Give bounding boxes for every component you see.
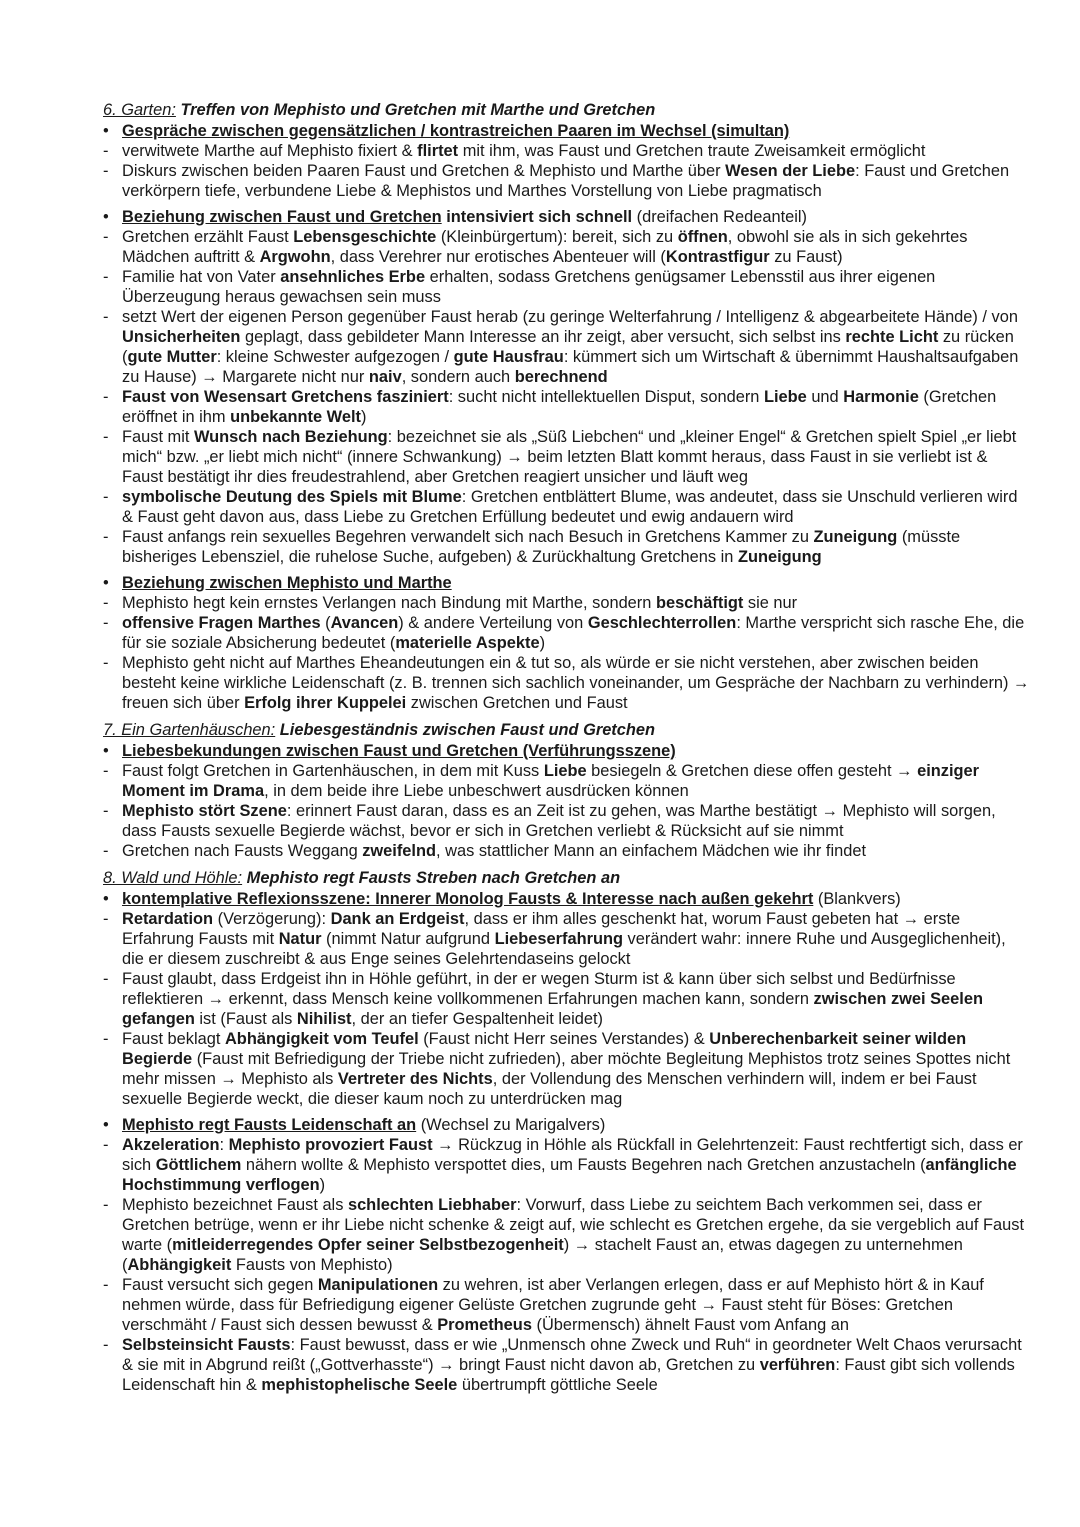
- topic-heading-text: [122, 122, 789, 140]
- dash-bullet-icon: -: [103, 488, 109, 506]
- topic-group: [103, 889, 1030, 1109]
- bold-text: Geschlechterrollen: [587, 614, 737, 632]
- topic-group: [103, 573, 1030, 713]
- dash-bullet-icon: -: [103, 1136, 109, 1154]
- list-item-text: [122, 308, 1018, 386]
- topic-heading-text: [122, 208, 807, 226]
- bold-text: Dank an Erdgeist: [330, 910, 465, 928]
- text-run: übertrumpft göttliche Seele: [457, 1376, 658, 1394]
- section-heading: Liebesgeständnis zwischen Faust und Gretchen: [279, 721, 656, 739]
- list-item: [103, 141, 1030, 161]
- text-run: Faust anfangs rein sexuelles Begehren verwandelt sich nach Besuch in Gretchens Kammer zu: [122, 528, 814, 546]
- text-run: (Faust nicht Herr seines Verstandes) &: [418, 1030, 710, 1048]
- text-run: ist (Faust als: [194, 1010, 297, 1028]
- text-run: , sondern auch: [401, 368, 515, 386]
- text-run: , in dem beide ihre Liebe unbeschwert ausdrücken können: [264, 782, 689, 800]
- list-item: [103, 613, 1030, 653]
- bold-text: symbolische Deutung des Spiels mit Blume: [122, 488, 462, 506]
- text-run: Faust folgt Gretchen in Gartenhäuschen, in dem mit Kuss: [122, 762, 544, 780]
- bullet-dot-icon: •: [103, 122, 109, 140]
- topic-heading: [103, 889, 1030, 909]
- topic-heading: [103, 1115, 1030, 1135]
- bullet-dot-icon: •: [103, 1116, 109, 1134]
- text-run: Diskurs zwischen beiden Paaren Faust und Gretchen & Mephisto und Marthe über: [122, 162, 726, 180]
- text-run: und: [806, 388, 844, 406]
- bold-text: offensive Fragen Marthes: [122, 614, 321, 632]
- text-run: mit ihm, was Faust und Gretchen traute Zweisamkeit ermöglicht: [458, 142, 926, 160]
- bold-text: Harmonie: [843, 388, 919, 406]
- text-run: (Wechsel zu Marigalvers): [416, 1116, 606, 1134]
- list-item: [103, 527, 1030, 567]
- text-run: zu wehren, ist aber Verlangen erlegen, dass er auf Mephisto hört & in Kauf nehmen würde, dass für Befriedigung eigener Gelüste Gretchen zugrunde geht → Faust steht für Böses: Gretchen verschmäht / Faust sich dessen bewusst &: [122, 1276, 984, 1334]
- list-item-text: [122, 594, 797, 612]
- text-run: ): [539, 634, 546, 652]
- bold-text: Retardation: [122, 910, 214, 928]
- text-run: , dass Verehrer nur erotisches Abenteuer will (: [330, 248, 666, 266]
- bold-text: mephistophelische Seele: [261, 1376, 458, 1394]
- text-run: (Blankvers): [813, 890, 901, 908]
- dash-bullet-icon: -: [103, 802, 109, 820]
- list-item: [103, 307, 1030, 387]
- topic-heading-text: [122, 574, 452, 592]
- dash-bullet-icon: -: [103, 268, 109, 286]
- text-run: Mephisto bezeichnet Faust als: [122, 1196, 348, 1214]
- bold-text: Liebeserfahrung: [494, 930, 623, 948]
- text-run: nähern wollte & Mephisto verspottet dies, um Fausts Begehren nach Gretchen anzustacheln (: [241, 1156, 926, 1174]
- dash-bullet-icon: -: [103, 162, 109, 180]
- list-item: [103, 593, 1030, 613]
- text-run: Familie hat von Vater: [122, 268, 281, 286]
- bold-text: Erfolg ihrer Kuppelei: [244, 694, 407, 712]
- text-run: Faust glaubt, dass Erdgeist ihn in Höhle geführt, in der er wegen Sturm ist & kann über sich selbst und Bedürfnisse reflektieren → erkennt, dass Mensch keine vollkommenen Erfahrungen machen kann, sondern: [122, 970, 956, 1008]
- bold-text: Lebensgeschichte: [293, 228, 437, 246]
- topic-heading: [103, 573, 1030, 593]
- dash-bullet-icon: -: [103, 1336, 109, 1354]
- dash-bullet-icon: -: [103, 428, 109, 446]
- text-run: :: [219, 1136, 229, 1154]
- section-scene-name: 8. Wald und Höhle:: [103, 869, 243, 887]
- bold-text: flirtet: [417, 142, 459, 160]
- bold-text: Natur: [278, 930, 322, 948]
- text-run: : Faust und Gretchen verkörpern tiefe, verbundene Liebe & Mephistos und Marthes Vorstellung von Liebe pragmatisch: [122, 162, 1010, 200]
- text-run: verändert wahr: innere Ruhe und Ausgeglichenheit), die er diesem zuschreibt & aus Enge seines Gelehrtendaseins gelockt: [122, 930, 1006, 968]
- dash-bullet-icon: -: [103, 762, 109, 780]
- list-item: [103, 653, 1030, 713]
- list-item-text: [122, 802, 996, 840]
- bold-text: Avancen: [330, 614, 399, 632]
- text-run: setzt Wert der eigenen Person gegenüber Faust herab (zu geringe Welterfahrung / Intelligenz & abgearbeitete Hände) / von: [122, 308, 1018, 326]
- section: [103, 868, 1030, 1395]
- bold-text: gute Hausfrau: [453, 348, 564, 366]
- text-run: : bezeichnet sie als „Süß Liebchen“ und „kleiner Engel“ & Gretchen spielt Spiel „er liebt mich“ bzw. „er liebt mich nicht“ (innere Schwankung) → beim letzten Blatt kommt heraus, dass Faust in sie verliebt ist & Faust bestätigt ihr dies freudestrahlend, aber Gretchen reagiert unsicher und läuft weg: [122, 428, 1017, 486]
- bold-text: Zuneigung: [737, 548, 822, 566]
- dash-bullet-icon: -: [103, 594, 109, 612]
- bold-text: verführen: [759, 1356, 836, 1374]
- list-item-text: [122, 268, 935, 306]
- topic-heading: [103, 121, 1030, 141]
- text-run: , obwohl sie als in sich gekehrtes Mädchen auftritt &: [122, 228, 968, 266]
- topic-heading: [103, 741, 1030, 761]
- bold-text: Unberechenbarkeit seiner wilden Begierde: [122, 1030, 967, 1068]
- bold-text: berechnend: [514, 368, 608, 386]
- text-run: : sucht nicht intellektuellen Disput, sondern: [448, 388, 764, 406]
- bold-text: Selbsteinsicht Fausts: [122, 1336, 291, 1354]
- list-item: [103, 267, 1030, 307]
- topic-heading-text: [122, 742, 676, 760]
- bold-text: Abhängigkeit vom Teufel: [224, 1030, 419, 1048]
- text-run: : erinnert Faust daran, dass es an Zeit ist zu gehen, was Marthe bestätigt → Mephisto will sorgen, dass Fausts sexuelle Begierde wächst, bevor er sich in Gretchen verliebt & Rücksicht auf sie nimmt: [122, 802, 996, 840]
- list-item-text: [122, 910, 1006, 968]
- bold-text: Vertreter des Nichts: [337, 1070, 493, 1088]
- bold-text: beschäftigt: [655, 594, 744, 612]
- underlined-heading-text: Beziehung zwischen Faust und Gretchen: [122, 208, 442, 226]
- bold-text: materielle Aspekte: [395, 634, 540, 652]
- bold-text: schlechten Liebhaber: [347, 1196, 517, 1214]
- text-run: verwitwete Marthe auf Mephisto fixiert &: [122, 142, 418, 160]
- bold-text: Göttlichem: [155, 1156, 242, 1174]
- dash-bullet-icon: -: [103, 1030, 109, 1048]
- list-item: [103, 227, 1030, 267]
- text-run: ) → stachelt Faust an, etwas dagegen zu unternehmen (: [122, 1236, 963, 1274]
- bold-text: zweifelnd: [362, 842, 437, 860]
- underlined-heading-text: Liebesbekundungen zwischen Faust und Gretchen (Verführungsszene): [122, 742, 676, 760]
- notes-content: [103, 100, 1030, 1395]
- text-run: , der an tiefer Gespaltenheit leidet): [351, 1010, 603, 1028]
- list-item-text: [122, 1336, 1022, 1394]
- topic-group: [103, 121, 1030, 201]
- text-run: : Marthe verspricht sich rasche Ehe, die für sie soziale Absicherung bedeutet (: [122, 614, 1025, 652]
- bold-text: Faust von Wesensart Gretchens fasziniert: [122, 388, 449, 406]
- list-item: [103, 969, 1030, 1029]
- text-run: : Faust gibt sich vollends Leidenschaft hin &: [122, 1356, 1015, 1394]
- topic-heading: [103, 207, 1030, 227]
- section-title: [103, 868, 1030, 889]
- topic-heading-text: [122, 1116, 605, 1134]
- list-item-text: [122, 762, 979, 800]
- bold-text: Kontrastfigur: [665, 248, 770, 266]
- text-run: Gretchen erzählt Faust: [122, 228, 294, 246]
- list-item: [103, 1029, 1030, 1109]
- dash-bullet-icon: -: [103, 228, 109, 246]
- list-item-text: [122, 1196, 1024, 1274]
- text-run: (nimmt Natur aufgrund: [321, 930, 495, 948]
- list-item: [103, 909, 1030, 969]
- list-item: [103, 487, 1030, 527]
- section-title: [103, 720, 1030, 741]
- text-run: : kümmert sich um Wirtschaft & übernimmt Haushaltsaufgaben zu Hause) → Margarete nicht nur: [122, 348, 1019, 386]
- text-run: → Rückzug in Höhle als Rückfall in Gelehrtenzeit: Faust rechtfertigt sich, dass er sich: [122, 1136, 1023, 1174]
- text-run: : Vorwurf, dass Liebe zu seichtem Bach verkommen sei, dass er Gretchen betrüge, wenn er ihr Liebe nicht schenke & zeigt auf, wie schlecht es Gretchen ergehe, da sie vergeblich auf Faust warte (: [122, 1196, 1024, 1254]
- section: [103, 100, 1030, 713]
- list-item-text: [122, 1030, 1010, 1108]
- text-run: , was stattlicher Mann an einfachem Mädchen wie ihr findet: [436, 842, 867, 860]
- dash-bullet-icon: -: [103, 654, 109, 672]
- list-item-text: [122, 842, 866, 860]
- list-item-text: [122, 970, 983, 1028]
- bold-text: Liebe: [763, 388, 807, 406]
- bold-text: Wesen der Liebe: [725, 162, 856, 180]
- bold-text: Zuneigung: [813, 528, 898, 546]
- list-item: [103, 427, 1030, 487]
- dash-bullet-icon: -: [103, 308, 109, 326]
- topic-heading-text: [122, 890, 901, 908]
- dash-bullet-icon: -: [103, 1276, 109, 1294]
- bold-text: naiv: [368, 368, 402, 386]
- bold-text: Prometheus: [437, 1316, 532, 1334]
- text-run: (müsste bisheriges Lebensziel, die ruhelose Suche, aufgeben) & Zurückhaltung Gretchens in: [122, 528, 961, 566]
- list-item-text: [122, 162, 1009, 200]
- text-run: geplagt, dass gebildeter Mann Interesse an ihr zeigt, aber versucht, sich selbst ins: [240, 328, 846, 346]
- bold-text: unbekannte Welt: [230, 408, 361, 426]
- text-run: Gretchen nach Fausts Weggang: [122, 842, 363, 860]
- dash-bullet-icon: -: [103, 614, 109, 632]
- text-run: : Gretchen entblättert Blume, was andeutet, dass sie Unschuld verlieren wird & Faust geht davon aus, dass Liebe zu Gretchen Erfüllung bedeutet und ewig andauern wird: [122, 488, 1018, 526]
- list-item-text: [122, 228, 967, 266]
- text-run: Fausts von Mephisto): [231, 1256, 393, 1274]
- bold-text: mitleiderregendes Opfer seiner Selbstbezogenheit: [172, 1236, 564, 1254]
- text-run: (Übermensch) ähnelt Faust vom Anfang an: [531, 1316, 849, 1334]
- underlined-heading-text: Gespräche zwischen gegensätzlichen / kontrastreichen Paaren im Wechsel (simultan): [122, 122, 790, 140]
- bold-text: zwischen zwei Seelen gefangen: [122, 990, 983, 1028]
- list-item-text: [122, 1276, 984, 1334]
- bold-text: Liebe: [543, 762, 587, 780]
- list-item-text: [122, 488, 1017, 526]
- topic-group: [103, 207, 1030, 567]
- dash-bullet-icon: -: [103, 388, 109, 406]
- list-item-text: [122, 614, 1024, 652]
- text-run: Mephisto hegt kein ernstes Verlangen nach Bindung mit Marthe, sondern: [122, 594, 656, 612]
- section-heading: Mephisto regt Fausts Streben nach Gretchen an: [246, 869, 621, 887]
- text-run: (Kleinbürgertum): bereit, sich zu: [436, 228, 678, 246]
- dash-bullet-icon: -: [103, 970, 109, 988]
- text-run: ): [360, 408, 367, 426]
- text-run: zwischen Gretchen und Faust: [406, 694, 628, 712]
- bold-text: Abhängigkeit: [127, 1256, 232, 1274]
- list-item: [103, 841, 1030, 861]
- bold-text: Unsicherheiten: [122, 328, 241, 346]
- bold-text: Nihilist: [296, 1010, 352, 1028]
- text-run: (Verzögerung):: [213, 910, 331, 928]
- section-title: [103, 100, 1030, 121]
- list-item: [103, 1135, 1030, 1195]
- text-run: Faust beklagt: [122, 1030, 225, 1048]
- topic-group: [103, 741, 1030, 861]
- text-run: Faust mit: [122, 428, 194, 446]
- text-run: Mephisto geht nicht auf Marthes Eheandeutungen ein & tut so, als würde er sie nicht verstehen, aber zwischen beiden besteht keine wirkliche Leidenschaft (z. B. trennen sich sachlich voneinander, um Gespräche der Nachbarn zu verhindern) → freuen sich über: [122, 654, 1030, 712]
- list-item: [103, 161, 1030, 201]
- text-run: (Gretchen eröffnet in ihm: [122, 388, 997, 426]
- text-run: ): [319, 1176, 326, 1194]
- bold-text: intensiviert sich schnell: [441, 208, 633, 226]
- bold-text: anfängliche Hochstimmung verflogen: [122, 1156, 1017, 1194]
- list-item: [103, 801, 1030, 841]
- dash-bullet-icon: -: [103, 910, 109, 928]
- section-scene-name: 6. Garten:: [103, 101, 176, 119]
- dash-bullet-icon: -: [103, 528, 109, 546]
- text-run: (Faust mit Befriedigung der Triebe nicht zufrieden), aber möchte Begleitung Mephistos trotz seines Spottes nicht mehr missen → Mephisto als: [122, 1050, 1011, 1088]
- list-item-text: [122, 654, 1029, 712]
- dash-bullet-icon: -: [103, 842, 109, 860]
- bullet-dot-icon: •: [103, 208, 109, 226]
- text-run: ) & andere Verteilung von: [398, 614, 588, 632]
- underlined-heading-text: kontemplative Reflexionsszene: Innerer Monolog Fausts & Interesse nach außen gekehrt: [122, 890, 814, 908]
- underlined-heading-text: Mephisto regt Fausts Leidenschaft an: [122, 1116, 417, 1134]
- list-item: [103, 387, 1030, 427]
- list-item: [103, 1275, 1030, 1335]
- text-run: (dreifachen Redeanteil): [632, 208, 807, 226]
- dash-bullet-icon: -: [103, 1196, 109, 1214]
- list-item-text: [122, 142, 925, 160]
- text-run: (: [320, 614, 331, 632]
- text-run: besiegeln & Gretchen diese offen gesteht →: [586, 762, 918, 780]
- bullet-dot-icon: •: [103, 574, 109, 592]
- bold-text: gute Mutter: [127, 348, 217, 366]
- section-scene-name: 7. Ein Gartenhäuschen:: [103, 721, 276, 739]
- bullet-dot-icon: •: [103, 742, 109, 760]
- list-item-text: [122, 428, 1016, 486]
- section-heading: Treffen von Mephisto und Gretchen mit Marthe und Gretchen: [180, 101, 656, 119]
- text-run: , dass er ihm alles geschenkt hat, worum Faust gebeten hat → erste Erfahrung Fausts mit: [122, 910, 961, 948]
- list-item: [103, 1335, 1030, 1395]
- underlined-heading-text: Beziehung zwischen Mephisto und Marthe: [122, 574, 452, 592]
- text-run: zu rücken (: [122, 328, 1014, 366]
- bold-text: ansehnliches Erbe: [280, 268, 426, 286]
- bold-text: Argwohn: [259, 248, 331, 266]
- section: [103, 720, 1030, 861]
- bold-text: einziger Moment im Drama: [122, 762, 980, 800]
- list-item: [103, 1195, 1030, 1275]
- list-item-text: [122, 1136, 1023, 1194]
- bold-text: Mephisto stört Szene: [122, 802, 287, 820]
- text-run: zu Faust): [769, 248, 843, 266]
- text-run: Faust versucht sich gegen: [122, 1276, 318, 1294]
- bold-text: Mephisto provoziert Faust: [228, 1136, 433, 1154]
- dash-bullet-icon: -: [103, 142, 109, 160]
- bold-text: Akzeleration: [122, 1136, 220, 1154]
- list-item-text: [122, 388, 996, 426]
- list-item: [103, 761, 1030, 801]
- bold-text: Manipulationen: [317, 1276, 439, 1294]
- bold-text: Wunsch nach Beziehung: [193, 428, 388, 446]
- text-run: sie nur: [743, 594, 798, 612]
- topic-group: [103, 1115, 1030, 1395]
- text-run: , der Vollendung des Menschen verhindern will, indem er bei Faust sexuelle Begierde weckt, die dieser kaum noch zu unterdrücken mag: [122, 1070, 977, 1108]
- bold-text: öffnen: [677, 228, 728, 246]
- text-run: : Faust bewusst, dass er wie „Unmensch ohne Zweck und Ruh“ in geordneter Welt Chaos verursacht & sie mit in Abgrund reißt („Gottverhasste“) → bringt Faust nicht davon ab, Gretchen zu: [122, 1336, 1022, 1374]
- list-item-text: [122, 528, 960, 566]
- text-run: erhalten, sodass Gretchens genügsamer Lebensstil aus ihrer eigenen Überzeugung heraus gewachsen sein muss: [122, 268, 936, 306]
- bold-text: rechte Licht: [845, 328, 939, 346]
- bullet-dot-icon: •: [103, 890, 109, 908]
- text-run: : kleine Schwester aufgezogen /: [216, 348, 454, 366]
